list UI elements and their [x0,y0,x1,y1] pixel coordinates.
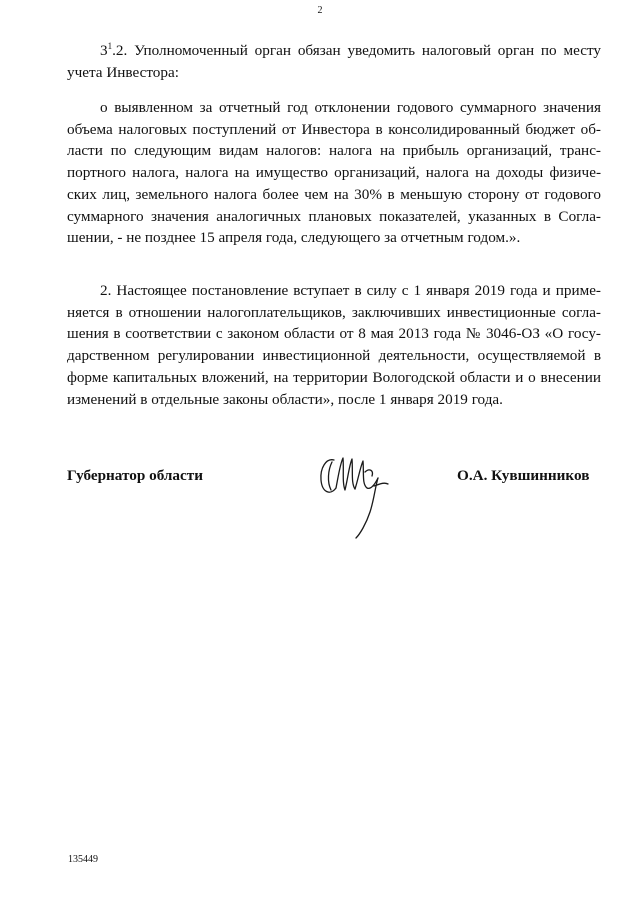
paragraph-line: учета Инвестора: [67,63,179,81]
document-code: 135449 [68,854,98,865]
paragraph-notification [67,97,601,249]
paragraph-2-effective-date [67,280,601,410]
paragraph-line: няется в отношении налогоплательщиков, заключивших инвестиционные согла- [67,303,601,321]
paragraph-line: ласти по следующим видам налогов: налога на прибыль организаций, транс- [67,142,601,160]
paragraph-line: шении, - не позднее 15 апреля года, следующего за отчетным годом.». [67,229,521,247]
paragraph-line-text: .2. Уполномоченный орган обязан уведомить налоговый орган по месту [112,42,601,59]
governor-title: Губернатор области [67,467,203,484]
paragraph-line: форме капитальных вложений, на территории Вологодской области и о внесении [67,368,601,386]
clause-number: 3 [100,42,108,59]
paragraph-line: портного налога, налога на имущество организаций, налога на доходы физиче- [67,164,601,182]
paragraph-line: дарственном регулировании инвестиционной деятельности, осуществляемой в [67,347,601,365]
paragraph-line [67,40,601,62]
paragraph-3-1-2 [67,40,601,83]
governor-name: О.А. Кувшинников [457,467,590,484]
paragraph-line: объема налоговых поступлений от Инвестора в консолидированный бюджет об- [67,120,601,138]
handwritten-signature [312,448,394,545]
clause-superscript: 1 [107,41,113,51]
paragraph-line: 2. Настоящее постановление вступает в силу с 1 января 2019 года и приме- [100,282,601,299]
paragraph-line: о выявленном за отчетный год отклонении годового суммарного значения [100,99,601,116]
paragraph-line: ских лиц, земельного налога более чем на 30% в меньшую сторону от годового [67,185,601,203]
page-number: 2 [317,5,323,16]
paragraph-line: суммарного значения аналогичных плановых показателей, указанных в Согла- [67,207,601,225]
paragraph-line: изменений в отдельные законы области», после 1 января 2019 года. [67,390,503,408]
paragraph-line: шения в соответствии с законом области от 8 мая 2013 года № 3046-ОЗ «О госу- [67,325,601,343]
